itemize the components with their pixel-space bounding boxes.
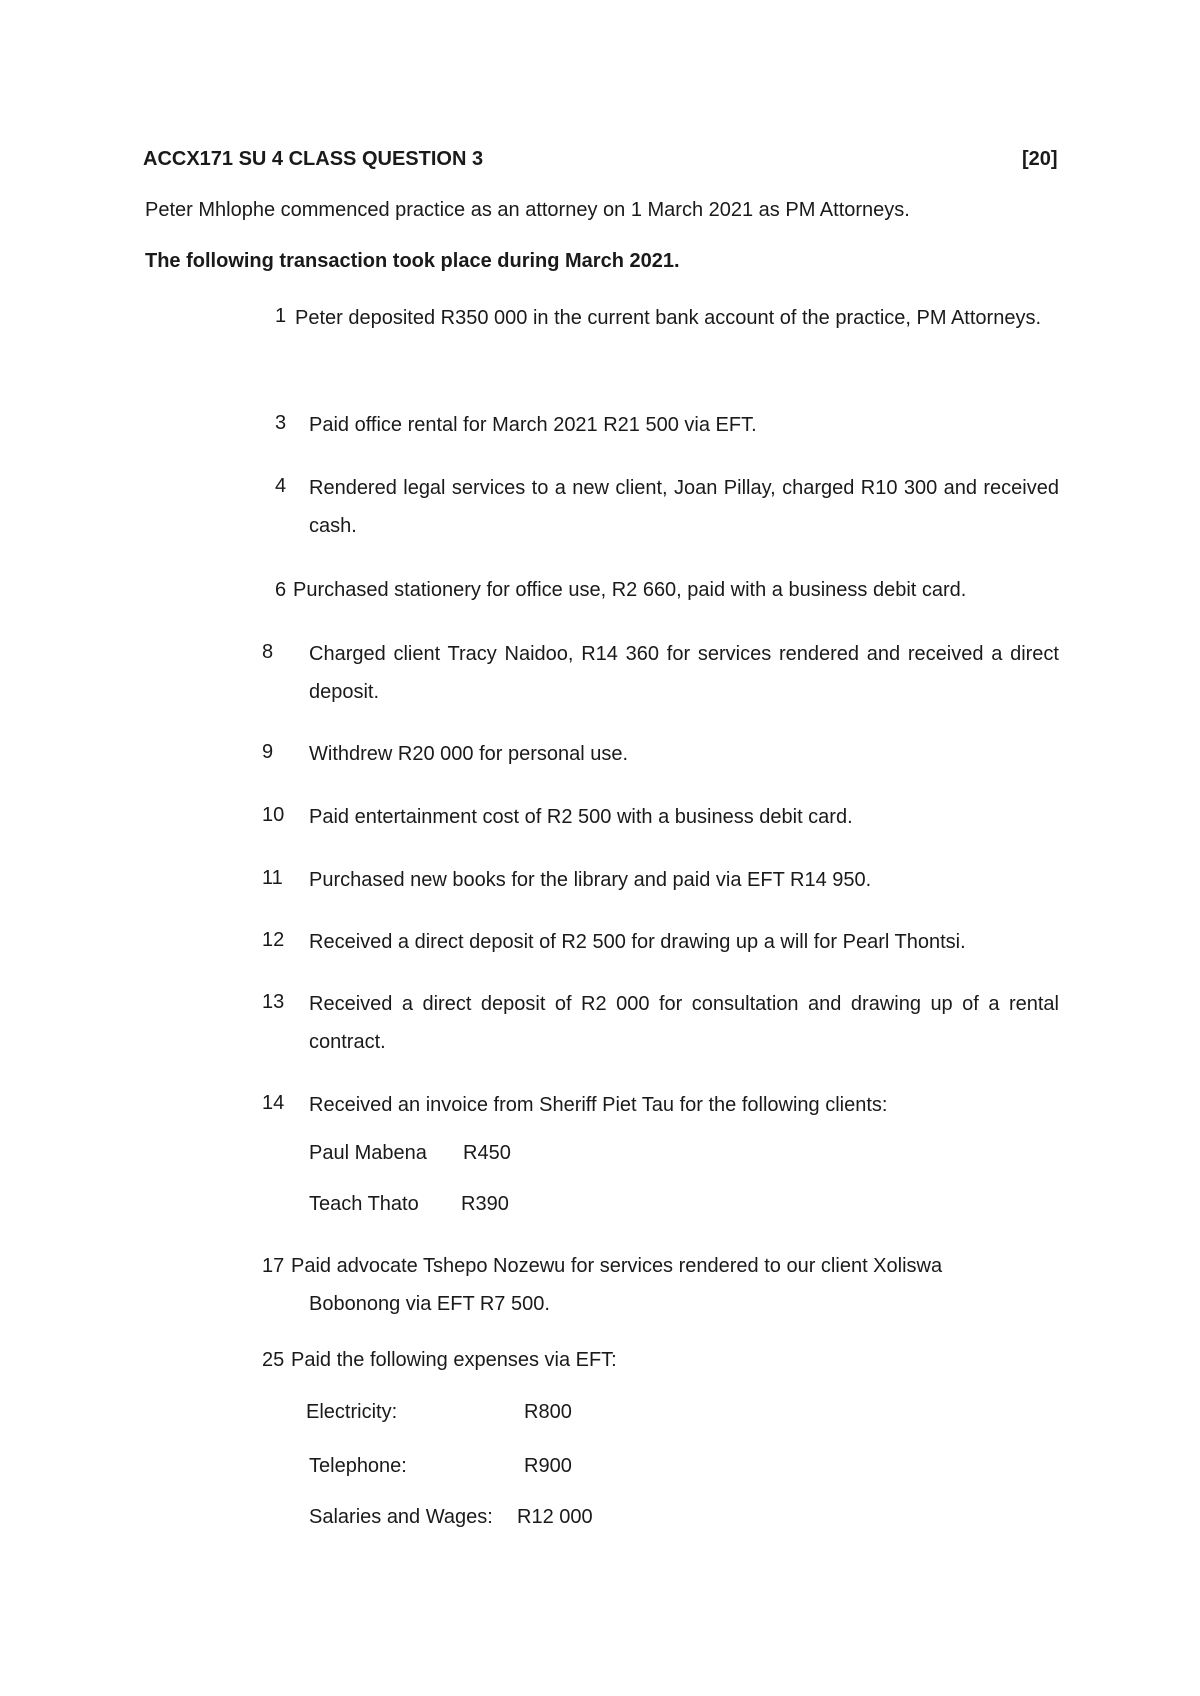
client-amount: R450: [463, 1142, 511, 1164]
expense-amount: R12 000: [517, 1506, 593, 1528]
transaction-text: Received an invoice from Sheriff Piet Tau for the following clients:: [309, 1094, 888, 1116]
transaction-number: 25: [262, 1349, 285, 1371]
expense-amount: R800: [524, 1401, 572, 1423]
transaction-number: 12: [262, 929, 285, 951]
client-name: Paul Mabena: [309, 1142, 427, 1164]
transaction-text: Received a direct deposit of R2 000 for consultation and drawing up of a rental contract.: [309, 993, 1059, 1053]
transaction-text: [295, 299, 1073, 337]
transaction-number: 17: [262, 1255, 285, 1277]
transaction-text: Paid advocate Tshepo Nozewu for services rendered to our client Xoliswa: [291, 1255, 943, 1277]
document-title: ACCX171 SU 4 CLASS QUESTION 3: [143, 148, 484, 170]
total-marks: [20]: [1022, 148, 1058, 170]
section-heading: The following transaction took place during March 2021.: [145, 250, 680, 272]
transaction-text-continued: Bobonong via EFT R7 500.: [309, 1293, 550, 1315]
transaction-number: 9: [262, 741, 274, 763]
transaction-number: 1: [275, 305, 287, 327]
transaction-text: Purchased stationery for office use, R2 660, paid with a business debit card.: [293, 579, 967, 601]
transaction-text: Charged client Tracy Naidoo, R14 360 for services rendered and received a direct deposit.: [309, 643, 1059, 703]
client-name: Teach Thato: [309, 1193, 419, 1215]
transaction-number: 3: [275, 412, 287, 434]
transaction-number: 4: [275, 475, 287, 497]
expense-name: Telephone:: [309, 1455, 407, 1477]
transaction-text: Paid office rental for March 2021 R21 500 via EFT.: [309, 414, 757, 436]
transaction-number: 8: [262, 641, 274, 663]
transaction-text: Purchased new books for the library and paid via EFT R14 950.: [309, 869, 872, 891]
transaction-number: 10: [262, 804, 285, 826]
expense-name: Salaries and Wages:: [309, 1506, 493, 1528]
transaction-text: Withdrew R20 000 for personal use.: [309, 743, 629, 765]
transaction-number: 14: [262, 1092, 285, 1114]
expense-amount: R900: [524, 1455, 572, 1477]
transaction-number: 6: [275, 579, 287, 601]
client-amount: R390: [461, 1193, 509, 1215]
transaction-text: Received a direct deposit of R2 500 for drawing up a will for Pearl Thontsi.: [309, 931, 966, 953]
expense-name: Electricity:: [306, 1401, 398, 1423]
intro-paragraph: Peter Mhlophe commenced practice as an attorney on 1 March 2021 as PM Attorneys.: [145, 199, 910, 221]
transaction-text: Paid the following expenses via EFT:: [291, 1349, 617, 1371]
transaction-text-content: Peter deposited R350 000 in the current bank account of the practice, PM Attorneys.: [295, 307, 1041, 329]
transaction-number: 13: [262, 991, 285, 1013]
transaction-text: Paid entertainment cost of R2 500 with a business debit card.: [309, 806, 853, 828]
transaction-number: 11: [262, 867, 283, 889]
transaction-text: Rendered legal services to a new client, Joan Pillay, charged R10 300 and received cash.: [309, 477, 1059, 537]
